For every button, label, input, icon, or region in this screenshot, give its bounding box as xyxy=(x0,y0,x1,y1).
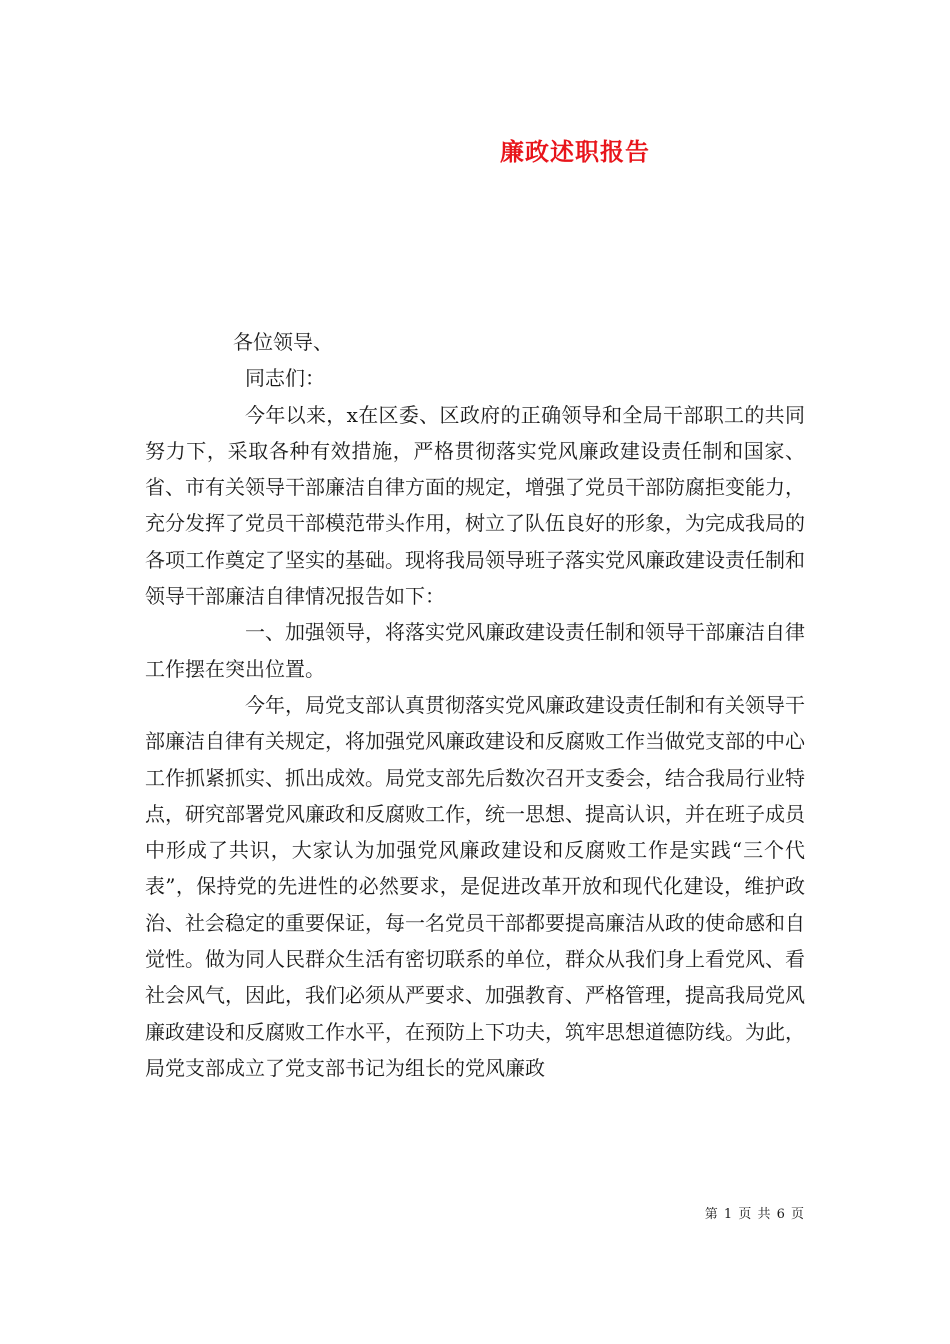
page-number-footer: 第 1 页 共 6 页 xyxy=(704,1207,805,1222)
document-body xyxy=(145,324,805,1086)
salutation-line-2: 同志们： xyxy=(245,366,325,391)
paragraph-section-1: 今年，局党支部认真贯彻落实党风廉政建设责任制和有关领导干部廉洁自律有关规定，将加强党风廉政建设和反腐败工作当做党支部的中心工作抓紧抓实、抓出成效。局党支部先后数次召开支委会，结合我局行业特点，研究部署党风廉政和反腐败工作，统一思想、提高认识，并在班子成员中形成了共识，大家认为加强党风廉政建设和反腐败工作是实践“三个代表”，保持党的先进性的必然要求，是促进改革开放和现代化建设，维护政治、社会稳定的重要保证，每一名党员干部都要提高廉洁从政的使命感和自觉性。做为同人民群众生活有密切联系的单位，群众从我们身上看党风、看社会风气，因此，我们必须从严要求、加强教育、严格管理，提高我局党风廉政建设和反腐败工作水平，在预防上下功夫，筑牢思想道德防线。为此，局党支部成立了党支部书记为组长的党风廉政 xyxy=(145,692,805,1080)
section-heading-1: 一、加强领导，将落实党风廉政建设责任制和领导干部廉洁自律工作摆在突出位置。 xyxy=(145,620,805,681)
salutation-line-1: 各位领导、 xyxy=(233,330,333,354)
document-title: 廉政述职报告 xyxy=(500,137,650,166)
paragraph-intro: 今年以来，x在区委、区政府的正确领导和全局干部职工的共同努力下，采取各种有效措施，严格贯彻落实党风廉政建设责任制和国家、省、市有关领导干部廉洁自律方面的规定，增强了党员干部防腐拒变能力，充分发挥了党员干部模范带头作用，树立了队伍良好的形象，为完成我局的各项工作奠定了坚实的基础。现将我局领导班子落实党风廉政建设责任制和领导干部廉洁自律情况报告如下： xyxy=(145,402,805,609)
